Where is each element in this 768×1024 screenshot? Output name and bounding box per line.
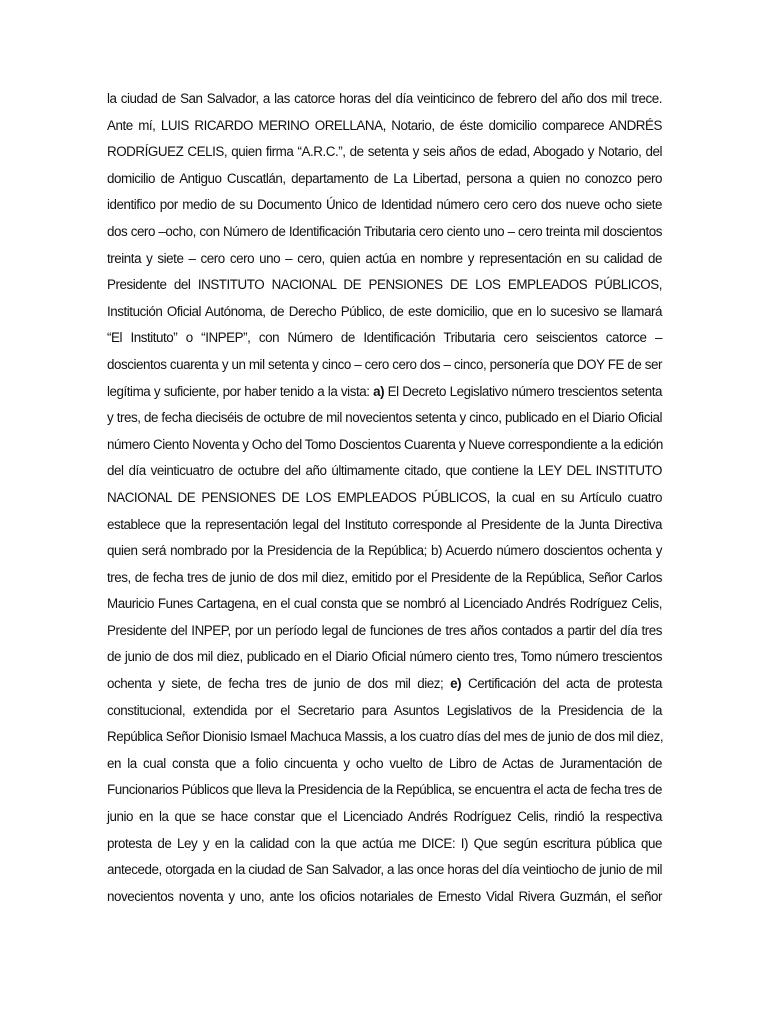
text-run: legítima y suficiente, por haber tenido a la vista:	[107, 383, 374, 399]
text-line: Presidente del INPEP, por un período legal de funciones de tres años contados a partir del día tres	[107, 622, 662, 638]
list-marker-e: e)	[450, 676, 462, 692]
text-line: dos cero –ocho, con Número de Identificación Tributaria cero ciento uno – cero treinta mil doscientos	[107, 223, 662, 239]
text-line: doscientos cuarenta y un mil setenta y cinco – cero cero dos – cinco, personería que DOY FE de ser	[107, 356, 662, 372]
text-line: junio en la que se hace constar que el Licenciado Andrés Rodríguez Celis, rindió la respectiva	[107, 809, 662, 825]
text-line: Institución Oficial Autónoma, de Derecho Público, de este domicilio, que en lo sucesivo se llamará	[107, 303, 662, 319]
text-line: número Ciento Noventa y Ocho del Tomo Doscientos Cuarenta y Nueve correspondiente a la edición	[107, 436, 663, 452]
text-run: El Decreto Legislativo número trescientos setenta	[384, 383, 662, 399]
text-line: quien será nombrado por la Presidencia de la República; b) Acuerdo número doscientos ochenta y	[107, 543, 662, 559]
text-run: Certificación del acta de protesta	[461, 676, 662, 692]
text-line	[107, 379, 662, 406]
text-line: establece que la representación legal del Instituto corresponde al Presidente de la Junta Directiva	[107, 516, 662, 532]
text-line: “El Instituto” o “INPEP”, con Número de Identificación Tributaria cero seiscientos catorce –	[107, 330, 662, 346]
text-line: antecede, otorgada en la ciudad de San Salvador, a las once horas del día veintiocho de junio de mil	[107, 862, 662, 878]
text-line: treinta y siete – cero cero uno – cero, quien actúa en nombre y representación en su calidad de	[107, 250, 662, 266]
text-line: protesta de Ley y en la calidad con la que actúa me DICE: I) Que según escritura pública que	[107, 835, 662, 851]
text-line: y tres, de fecha dieciséis de octubre de mil novecientos setenta y cinco, publicado en el Diario Oficial	[107, 410, 662, 426]
text-line: RODRÍGUEZ CELIS, quien firma “A.R.C.”, de setenta y seis años de edad, Abogado y Notario, del	[107, 144, 662, 160]
text-line: del día veinticuatro de octubre del año últimamente citado, que contiene la LEY DEL INSTITUTO	[107, 463, 662, 479]
text-run: ochenta y siete, de fecha tres de junio de dos mil diez;	[107, 676, 451, 692]
text-line: domicilio de Antiguo Cuscatlán, departamento de La Libertad, persona a quien no conozco pero	[107, 170, 662, 186]
text-line	[107, 671, 662, 698]
body-paragraph	[107, 86, 662, 910]
text-line: identifico por medio de su Documento Único de Identidad número cero cero dos nueve ocho siete	[107, 197, 662, 213]
text-line: en la cual consta que a folio cincuenta y ocho vuelto de Libro de Actas de Juramentación de	[107, 755, 662, 771]
text-line: de junio de dos mil diez, publicado en el Diario Oficial número ciento tres, Tomo número trescientos	[107, 649, 662, 665]
list-marker-a: a)	[373, 383, 385, 399]
text-line: NACIONAL DE PENSIONES DE LOS EMPLEADOS PÚBLICOS, la cual en su Artículo cuatro	[107, 489, 662, 505]
text-line: la ciudad de San Salvador, a las catorce horas del día veinticinco de febrero del año dos mil trece.	[107, 91, 662, 106]
text-line: Mauricio Funes Cartagena, en el cual consta que se nombró al Licenciado Andrés Rodríguez Celis,	[107, 596, 662, 612]
text-line: Funcionarios Públicos que lleva la Presidencia de la República, se encuentra el acta de fecha tres de	[107, 782, 662, 798]
text-line: Presidente del INSTITUTO NACIONAL DE PENSIONES DE LOS EMPLEADOS PÚBLICOS,	[107, 277, 662, 293]
text-line: tres, de fecha tres de junio de dos mil diez, emitido por el Presidente de la República, Señor Carlos	[107, 569, 662, 585]
text-line: República Señor Dionisio Ismael Machuca Massis, a los cuatro días del mes de junio de dos mil diez,	[107, 729, 664, 745]
text-line: Ante mí, LUIS RICARDO MERINO ORELLANA, Notario, de éste domicilio comparece ANDRÉS	[107, 117, 662, 133]
text-line: constitucional, extendida por el Secretario para Asuntos Legislativos de la Presidencia de la	[107, 702, 662, 718]
text-line: novecientos noventa y uno, ante los oficios notariales de Ernesto Vidal Rivera Guzmán, el señor	[107, 888, 662, 904]
